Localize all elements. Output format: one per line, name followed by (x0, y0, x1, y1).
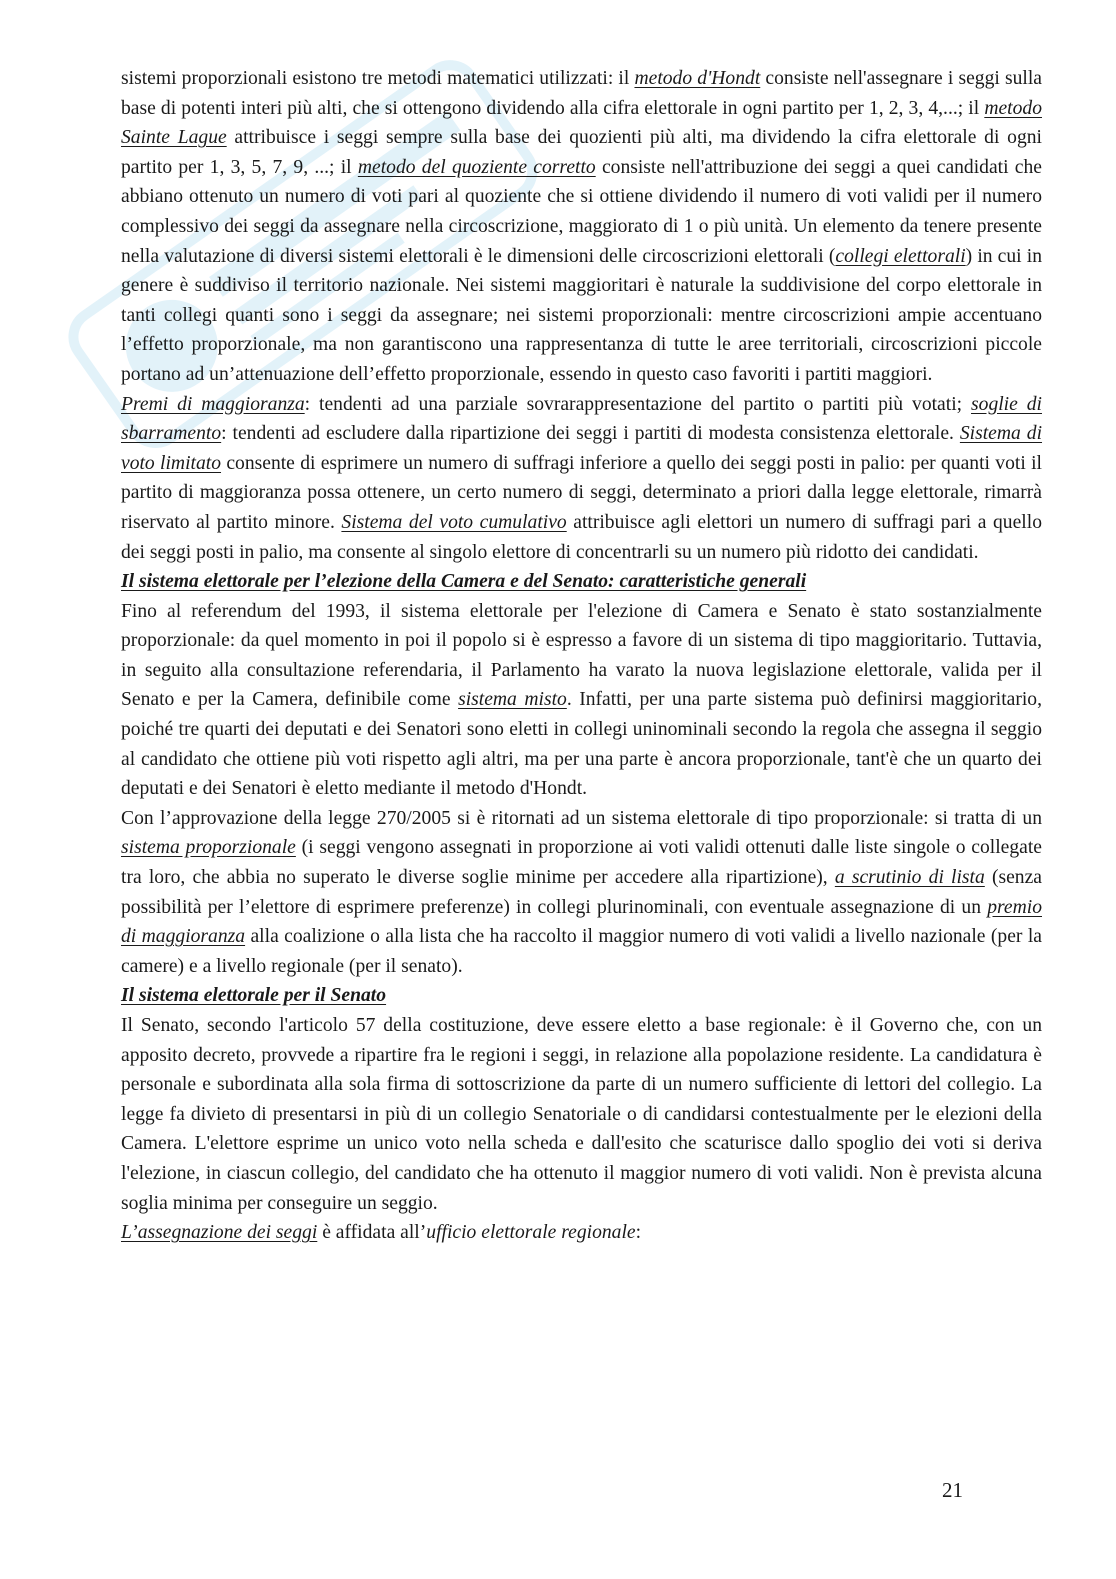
paragraph (121, 1011, 1042, 1218)
text-run: . Infatti, per una parte sistema può definirsi maggioritario, poiché tre quarti dei deputati e dei Senatori sono eletti in collegi uninominali secondo la regola che assegna il seggio al candidato che ottiene più voti rispetto agli altri, ma per una parte è ancora proporzionale, tant'è che un quarto dei deputati e dei Senatori è eletto mediante il metodo d'Hondt. (121, 689, 1042, 800)
page-number: 21 (942, 1478, 963, 1502)
text-run: consente di esprimere un numero di suffragi inferiore a quello dei seggi posti in palio: per quanti voti il partito di maggioranza possa ottenere, un certo numero di seggi, determinato a priori dalla legge elettorale, rimarrà riservato al partito minore. (121, 452, 1042, 533)
paragraph (121, 64, 1042, 390)
paragraph (121, 804, 1042, 982)
emphasized-term: soglie di sbarramento (121, 393, 1042, 445)
text-run: Il Senato, secondo l'articolo 57 della costituzione, deve essere eletto a base regionale: è il Governo che, con un apposito decreto, provvede a ripartire fra le regioni i seggi, in relazione alla popolazione residente. La candidatura è personale e subordinata alla sola firma di sottoscrizione da parte di un numero sufficiente di lettori del collegio. La legge fa divieto di presentarsi in più di un collegio Senatoriale o di candidarsi contestualmente per le elezioni della Camera. L'elettore esprime un unico voto nella scheda e dall'esito che scaturisce dallo spoglio dei voti si deriva l'elezione, in ciascun collegio, del candidato che ha ottenuto il maggior numero di voti validi. Non è prevista alcuna soglia minima per conseguire un seggio. (121, 1015, 1042, 1214)
text-run: consiste nell'attribuzione dei seggi a quei candidati che abbiano ottenuto un numero di voti pari al quoziente che si ottiene dividendo il numero di voti validi per il numero complessivo dei seggi da assegnare nella circoscrizione, maggiorato di 1 o più unità. Un elemento da tenere presente nella valutazione di diversi sistemi elettorali è le dimensioni delle circoscrizioni elettorali ( (121, 156, 1042, 267)
paragraph (121, 597, 1042, 804)
section-heading: Il sistema elettorale per l’elezione della Camera e del Senato: caratteristiche generali (121, 571, 807, 593)
text-run: (senza possibilità per l’elettore di esprimere preferenze) in collegi plurinominali, con eventuale assegnazione di un (121, 867, 1042, 918)
paragraph (121, 567, 1042, 597)
emphasized-term: collegi elettorali (835, 245, 966, 267)
text-run: ) in cui in genere è suddiviso il territorio nazionale. Nei sistemi maggioritari è naturale la suddivisione del corpo elettorale in tanti collegi quanti sono i seggi da assegnare; nei sistemi proporzionali: mentre circoscrizioni ampie accentuano l’effetto proporzionale, ma non garantiscono una rappresentanza di tutte le aree territoriali, circoscrizioni piccole portano ad un’attenuazione dell’effetto proporzionale, essendo in questo caso favoriti i partiti maggiori. (121, 245, 1042, 385)
paragraph (121, 390, 1042, 568)
emphasized-term: sistema misto (458, 689, 567, 711)
text-run: è affidata all’ (317, 1222, 427, 1244)
emphasized-term: premio di maggioranza (121, 896, 1042, 948)
document-body (121, 64, 1042, 1248)
emphasized-term: L’assegnazione dei seggi (121, 1222, 318, 1244)
paragraph (121, 981, 1042, 1011)
italic-term: ufficio elettorale regionale (426, 1222, 636, 1244)
text-run: alla coalizione o alla lista che ha raccolto il maggior numero di voti validi a livello nazionale (per la camere) e a livello regionale (per il senato). (121, 926, 1043, 977)
emphasized-term: Sistema del voto cumulativo (341, 511, 567, 533)
emphasized-term: metodo d'Hondt (634, 68, 761, 89)
text-run: attribuisce agli elettori un numero di suffragi pari a quello dei seggi posti in palio, ma consente al singolo elettore di concentrarli su un numero più ridotto dei candidati. (121, 511, 1042, 563)
emphasized-term: metodo del quoziente corretto (357, 156, 596, 178)
emphasized-term: Premi di maggioranza (121, 393, 305, 415)
text-run: attribuisce i seggi sempre sulla base dei quozienti più alti, ma dividendo la cifra elettorale di ogni partito per 1, 3, 5, 7, 9, ...; il (121, 127, 1042, 178)
emphasized-term: a scrutinio di lista (834, 867, 985, 889)
text-run: Fino al referendum del 1993, il sistema elettorale per l'elezione di Camera e Senato è stato sostanzialmente proporzionale: da quel momento in poi il popolo si è espresso a favore di un sistema di tipo maggioritario. Tuttavia, in seguito alla consultazione referendaria, il Parlamento ha varato la nuova legislazione elettorale, valida per il Senato e per la Camera, definibile come (121, 600, 1042, 711)
paragraph (121, 1218, 1042, 1248)
text-run: consiste nell'assegnare i seggi sulla base di potenti interi più alti, che si ottengono dividendo alla cifra elettorale in ogni partito per 1, 2, 3, 4,...; il (121, 68, 1042, 119)
emphasized-term: metodo Sainte Lague (121, 97, 1042, 149)
text-run: sistemi proporzionali esistono tre metodi matematici utilizzati: il (121, 68, 635, 89)
text-run: : tendenti ad una parziale sovrarappresentazione del partito o partiti più votati; (304, 393, 972, 415)
emphasized-term: sistema proporzionale (121, 837, 296, 859)
section-heading: Il sistema elettorale per il Senato (121, 985, 387, 1007)
text-run: : (635, 1222, 642, 1244)
text-run: (i seggi vengono assegnati in proporzione ai voti validi ottenuti dalle liste singole o collegate tra loro, che abbia no superato le diverse soglie minime per accedere alla ripartizione), (121, 837, 1042, 889)
emphasized-term: Sistema di voto limitato (121, 423, 1043, 474)
text-run: : tendenti ad escludere dalla ripartizione dei seggi i partiti di modesta consistenza elettorale. (221, 423, 960, 445)
text-run: Con l’approvazione della legge 270/2005 si è ritornati ad un sistema elettorale di tipo proporzionale: si tratta di un (121, 807, 1042, 829)
